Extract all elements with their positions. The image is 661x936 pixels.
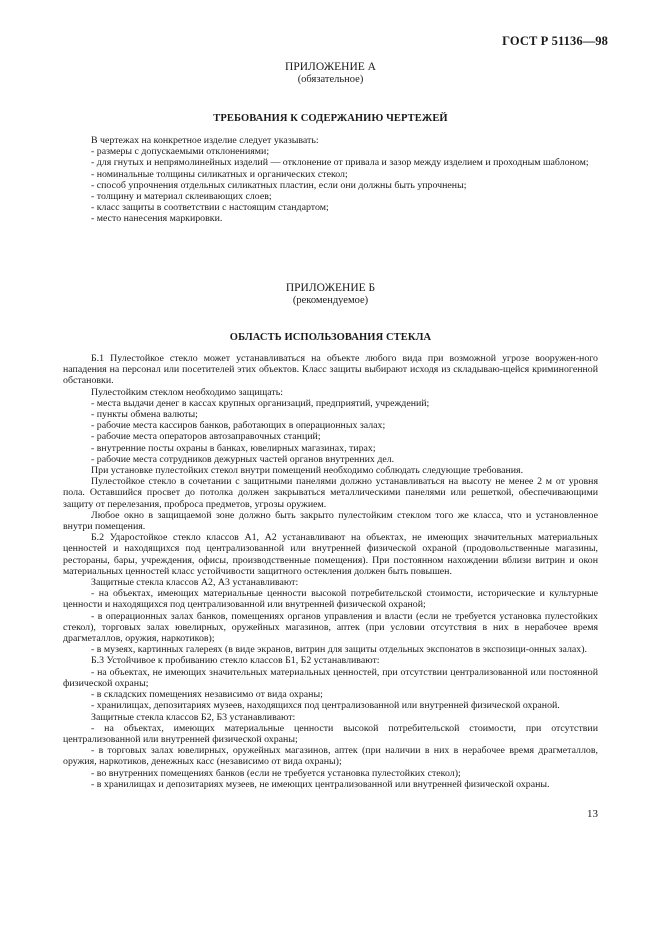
- list-item: - пункты обмена валюты;: [91, 409, 198, 421]
- list-item: - места выдачи денег в кассах крупных организаций, предприятий, учреждений;: [91, 397, 430, 409]
- paragraph: Защитные стекла классов Б2, Б3 устанавливают:: [91, 711, 296, 723]
- list-item: - способ упрочнения отдельных силикатных пластин, если они должны быть упрочнены;: [91, 179, 467, 191]
- appendix-b-subtitle: (рекомендуемое): [292, 295, 369, 306]
- list-item: - хранилищах, депозитариях музеев, находящихся под централизованной или внутренней физической охраной.: [91, 700, 560, 712]
- list-item: - номинальные толщины силикатных и органических стекол;: [91, 168, 348, 180]
- paragraph: Любое окно в защищаемой зоне должно быть закрыто пулестойким стеклом того же класса, что и установленное внутри помещения.: [63, 509, 598, 533]
- list-item: - размеры с допускаемыми отклонениями;: [91, 146, 270, 158]
- list-item: - в торговых залах ювелирных, оружейных магазинов, аптек (при наличии в них в нерабочее время драгметаллов, оружия, наркотиков, денежных касс (независимо от вида охраны);: [63, 745, 598, 768]
- paragraph-b2: Б.2 Ударостойкое стекло классов А1, А2 устанавливают на объектах, не имеющих значительных материальных ценностей и находящихся под централизованной или внутренней физической охраной (продовольственные магазины, рестораны, бары, учреждения, офисы, производственные помещения). При постоянном нахождении вблизи витрин и окон материальных ценностей класс устойчивости защитного остекления должен быть повышен.: [63, 532, 598, 577]
- paragraph: При установке пулестойких стекол внутри помещений необходимо соблюдать следующие требования.: [91, 465, 524, 477]
- appendix-b-title: ПРИЛОЖЕНИЕ Б: [285, 282, 376, 294]
- list-item: - в музеях, картинных галереях (в виде экранов, витрин для защиты отдельных экспонатов в экспозици-онных залах).: [91, 644, 587, 656]
- list-item: - на объектах, имеющих материальные ценности высокой потребительской стоимости, при отсутствии централизованной или внутренней физической охраны;: [63, 722, 598, 745]
- paragraph: Защитные стекла классов А2, А3 устанавливают:: [91, 577, 299, 589]
- appendix-a-intro: В чертежах на конкретное изделие следует указывать:: [91, 135, 319, 146]
- list-item: - толщину и материал склеивающих слоев;: [91, 191, 272, 203]
- list-item: - место нанесения маркировки.: [91, 213, 223, 225]
- paragraph-b3: Б.3 Устойчивое к пробиванию стекло классов Б1, Б2 устанавливают:: [91, 655, 380, 667]
- list-item: - рабочие места сотрудников дежурных частей органов внутренних дел.: [91, 453, 395, 465]
- list-item: - для гнутых и непрямолинейных изделий — отклонение от привала и зазор между изделием и проходным шаблоном;: [91, 157, 589, 169]
- list-item: - в складских помещениях независимо от вида охраны;: [91, 689, 323, 701]
- list-item: - класс защиты в соответствии с настоящим стандартом;: [91, 202, 329, 214]
- paragraph-b1: Б.1 Пулестойкое стекло может устанавливаться на объекте любого вида при возможной угрозе вооружен-ного нападения на персонал или посетителей этих объектов. Класс защиты выбирают исходя из складываю-щейся криминогенной обстановки.: [63, 353, 598, 387]
- list-item: - рабочие места операторов автозаправочных станций;: [91, 431, 321, 443]
- appendix-b-header: [0, 282, 661, 307]
- appendix-a-title: ПРИЛОЖЕНИЕ А: [285, 61, 376, 73]
- appendix-a-subtitle: (обязательное): [297, 74, 364, 85]
- paragraph: Пулестойкое стекло в сочетании с защитными панелями должно устанавливаться на высоту не менее 2 м от уровня пола. Оставшийся просвет до потолка должен закрываться металлическими панелями или решеткой, обеспечивающими защиту от перелезания, проброса предметов, угрозы оружием.: [63, 476, 598, 510]
- appendix-b-body: [63, 353, 598, 790]
- appendix-b-heading: ОБЛАСТЬ ИСПОЛЬЗОВАНИЯ СТЕКЛА: [229, 332, 432, 343]
- standard-number: ГОСТ Р 51136—98: [502, 34, 608, 48]
- list-item: - на объектах, не имеющих значительных материальных ценностей, при отсутствии централизованной или постоянной физической охраны;: [63, 666, 598, 689]
- appendix-a-header: [0, 61, 661, 86]
- page-number: 13: [587, 808, 598, 820]
- paragraph: Пулестойким стеклом необходимо защищать:: [91, 386, 283, 398]
- list-item: - в операционных залах банков, помещениях органов управления и власти (если не требуется установка пулестойких стекол), торговых залах ювелирных, оружейных магазинов, аптек (при условии отсутствия в них в нерабочее время драгметаллов, оружия, наркотиков);: [63, 610, 598, 645]
- list-item: - внутренние посты охраны в банках, ювелирных магазинах, тирах;: [91, 442, 376, 454]
- list-item: - во внутренних помещениях банков (если не требуется установка пулестойких стекол);: [91, 767, 461, 779]
- appendix-a-heading: ТРЕБОВАНИЯ К СОДЕРЖАНИЮ ЧЕРТЕЖЕЙ: [213, 113, 448, 124]
- list-item: - рабочие места кассиров банков, работающих в операционных залах;: [91, 420, 386, 432]
- list-item: - в хранилищах и депозитариях музеев, не имеющих централизованной или внутренней физической охраны.: [91, 778, 550, 790]
- list-item: - на объектах, имеющих материальные ценности высокой потребительской стоимости, исторические и культурные ценности и находящихся под централизованной или внутренней физической охраной;: [63, 588, 598, 611]
- appendix-a-body: [63, 135, 598, 225]
